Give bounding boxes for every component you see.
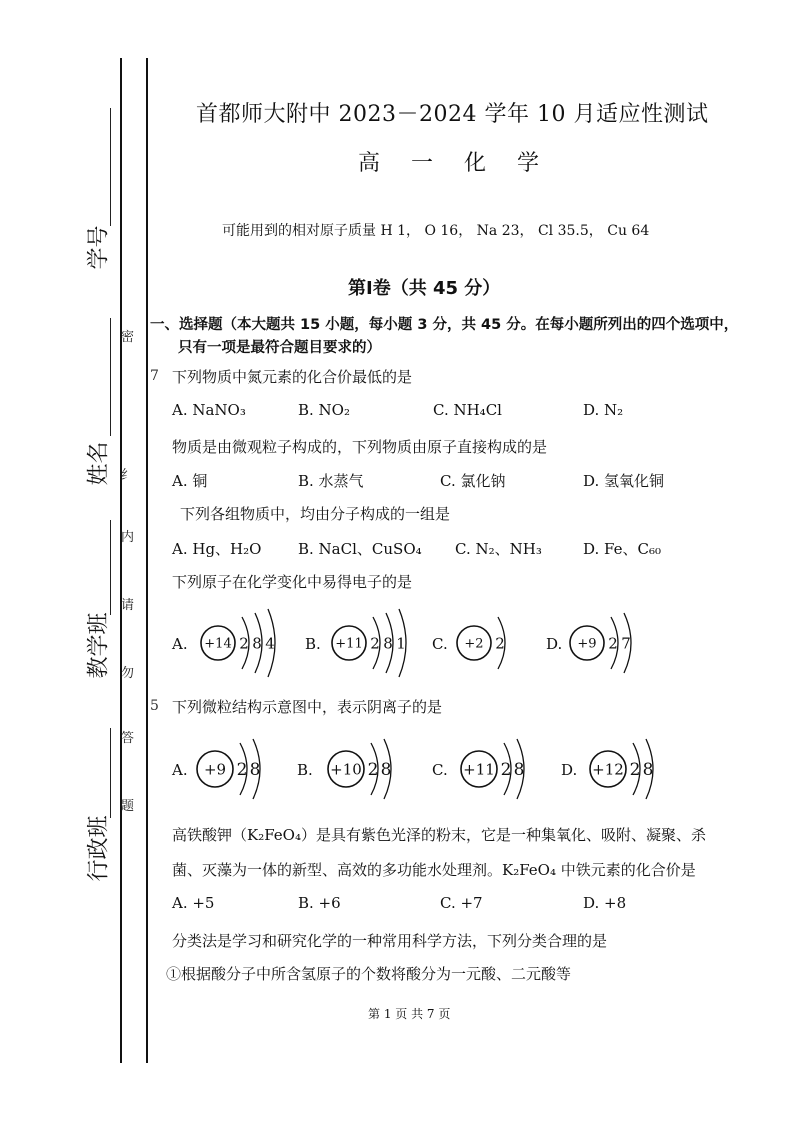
nucleus-charge: +11	[335, 636, 363, 652]
shell-electron-count: 1	[396, 634, 406, 653]
q1-option-b: B. NO₂	[298, 401, 350, 419]
q5-option-label: B.	[297, 761, 313, 779]
atomic-mass-line: 可能用到的相对原子质量 H 1， O 16， Na 23， Cl 35.5， Cu 64	[222, 223, 650, 239]
name-field-line	[110, 318, 111, 436]
q4-option-label: B.	[305, 635, 321, 653]
question-6-stem-line2: 菌、灭藻为一体的新型、高效的多功能水处理剂。K₂FeO₄ 中铁元素的化合价是	[172, 861, 696, 879]
nucleus-charge: +12	[592, 760, 624, 779]
shell-electron-count: 8	[249, 760, 261, 781]
q6-option-c: C. +7	[440, 894, 483, 912]
shell-electron-count: 2	[608, 634, 618, 653]
q2-option-c: C. 氯化钠	[440, 472, 506, 490]
question-5-stem: 下列微粒结构示意图中，表示阴离子的是	[172, 698, 443, 716]
page-footer: 第 1 页 共 7 页	[368, 1007, 451, 1021]
nucleus-charge: +11	[463, 760, 495, 779]
name-label: 姓名	[86, 441, 112, 486]
shell-electron-count: 8	[252, 634, 262, 653]
q4-diagram-a	[171, 609, 275, 677]
seal-char-wu: 勿	[121, 666, 135, 681]
shell-electron-count: 2	[495, 634, 505, 653]
admin-class-label: 行政班	[86, 815, 112, 882]
shell-electron-count: 8	[380, 760, 392, 781]
student-id-field-line	[110, 108, 111, 226]
nucleus-charge: +9	[577, 636, 597, 652]
q1-option-a: A. NaNO₃	[172, 401, 246, 419]
q5-option-label: C.	[432, 761, 448, 779]
q4-atom-diagrams	[0, 605, 794, 685]
nucleus-charge: +14	[204, 636, 232, 652]
question-number: 7	[150, 368, 159, 384]
shell-electron-count: 2	[370, 634, 380, 653]
q4-option-label: D.	[546, 635, 563, 653]
question-7-item-1: ①根据酸分子中所含氢原子的个数将酸分为一元酸、二元酸等	[166, 965, 572, 983]
shell-electron-count: 2	[239, 634, 249, 653]
shell-electron-count: 4	[265, 634, 275, 653]
nucleus-charge: +2	[464, 636, 484, 652]
seal-char-nei: 内	[121, 530, 135, 545]
student-id-label: 学号	[86, 225, 112, 270]
shell-electron-count: 2	[367, 760, 379, 781]
q5-option-label: D.	[561, 761, 578, 779]
q3-option-a: A. Hg、H₂O	[172, 540, 262, 558]
q4-option-label: A.	[172, 635, 188, 653]
q5-diagram-c	[432, 739, 524, 799]
shell-electron-count: 8	[642, 760, 654, 781]
q1-option-c: C. NH₄Cl	[433, 401, 502, 419]
q4-diagram-c	[432, 617, 505, 669]
q5-diagram-a	[171, 739, 260, 799]
question-1-stem: 下列物质中氮元素的化合价最低的是	[172, 368, 413, 386]
q3-option-d: D. Fe、C₆₀	[583, 540, 661, 558]
seal-char-mi: 密	[121, 330, 135, 345]
q1-option-d: D. N₂	[583, 401, 624, 419]
teaching-class-field-line	[110, 520, 111, 615]
seal-char-da: 答	[121, 731, 135, 746]
q2-option-b: B. 水蒸气	[298, 472, 364, 490]
q2-option-a: A. 铜	[172, 472, 208, 490]
part1-title: 第Ⅰ卷（共 45 分）	[348, 278, 501, 299]
seal-char-xian: 纟	[121, 468, 135, 483]
part1-instruction-2: 只有一项是最符合题目要求的）	[178, 340, 381, 356]
shell-electron-count: 8	[513, 760, 525, 781]
seal-char-qing: 请	[121, 598, 135, 613]
question-2-stem: 物质是由微观粒子构成的，下列物质由原子直接构成的是	[172, 438, 548, 456]
part1-instruction-1: 一、选择题（本大题共 15 小题，每小题 3 分，共 45 分。在每小题所列出的四个选项中，	[150, 317, 739, 333]
q4-diagram-b	[305, 609, 406, 677]
shell-electron-count: 2	[500, 760, 512, 781]
binding-line-outer	[120, 58, 122, 1063]
teaching-class-label: 教学班	[86, 612, 112, 679]
binding-line-inner	[146, 58, 148, 1063]
nucleus-charge: +9	[203, 760, 227, 779]
shell-electron-count: 7	[621, 634, 631, 653]
question-4-stem: 下列原子在化学变化中易得电子的是	[172, 573, 413, 591]
exam-title: 首都师大附中 2023－2024 学年 10 月适应性测试	[196, 102, 709, 127]
shell-electron-count: 2	[236, 760, 248, 781]
question-number: 5	[150, 698, 159, 714]
seal-char-ti: 题	[121, 799, 135, 814]
q5-diagram-d	[561, 739, 653, 799]
exam-subject: 高 一 化 学	[358, 151, 551, 176]
q2-option-d: D. 氢氧化铜	[583, 472, 665, 490]
question-7-stem: 分类法是学习和研究化学的一种常用科学方法，下列分类合理的是	[172, 932, 608, 950]
question-3-stem: 下列各组物质中，均由分子构成的一组是	[180, 505, 451, 523]
question-6-stem-line1: 高铁酸钾（K₂FeO₄）是具有紫色光泽的粉末，它是一种集氧化、吸附、凝聚、杀	[172, 826, 706, 844]
shell-electron-count: 2	[629, 760, 641, 781]
q5-ion-diagrams	[0, 726, 794, 816]
q6-option-b: B. +6	[298, 894, 341, 912]
q3-option-b: B. NaCl、CuSO₄	[298, 540, 422, 558]
q5-option-label: A.	[172, 761, 188, 779]
q4-option-label: C.	[432, 635, 448, 653]
q6-option-d: D. +8	[583, 894, 627, 912]
shell-electron-count: 8	[383, 634, 393, 653]
q6-option-a: A. +5	[172, 894, 215, 912]
q4-diagram-d	[546, 613, 631, 673]
q3-option-c: C. N₂、NH₃	[455, 540, 542, 558]
q5-diagram-b	[297, 739, 391, 799]
nucleus-charge: +10	[330, 760, 362, 779]
